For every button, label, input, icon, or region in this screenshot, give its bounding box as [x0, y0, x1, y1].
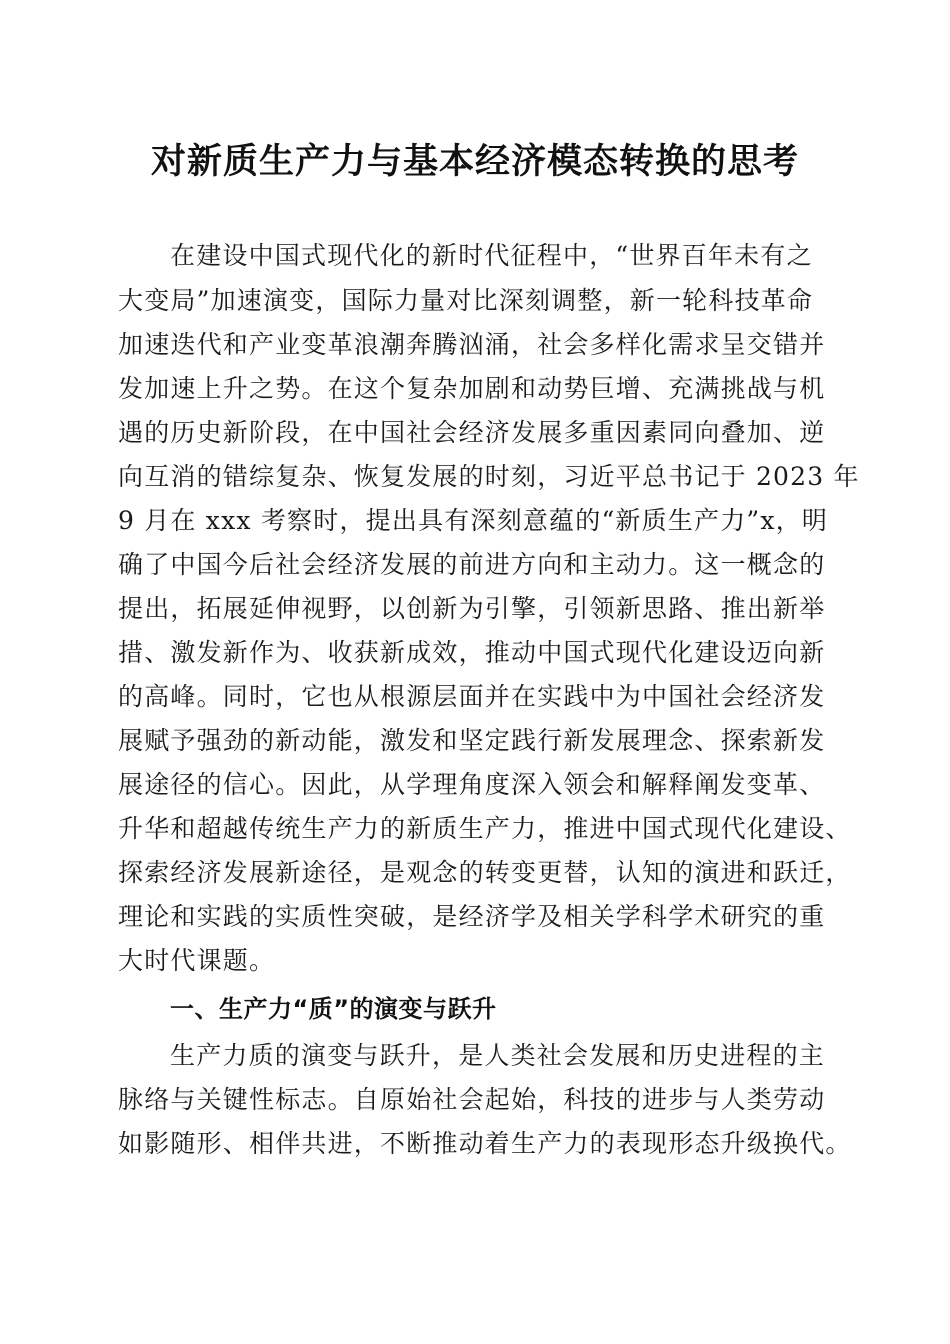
intro-line: 大时代课题。 — [118, 946, 276, 975]
intro-line: 探索经济发展新途径，是观念的转变更替，认知的演进和跃迁， — [118, 858, 852, 887]
intro-line: 9 月在 xxx 考察时，提出具有深刻意蕴的“新质生产力”x，明 — [118, 506, 829, 535]
intro-line: 措、激发新作为、收获新成效，推动中国式现代化建设迈向新 — [118, 638, 826, 667]
intro-line: 大变局”加速演变，国际力量对比深刻调整，新一轮科技革命 — [118, 286, 814, 315]
intro-line: 遇的历史新阶段，在中国社会经济发展多重因素同向叠加、逆 — [118, 418, 826, 447]
intro-line: 升华和超越传统生产力的新质生产力，推进中国式现代化建设、 — [118, 814, 852, 843]
section-line: 如影随形、相伴共进，不断推动着生产力的表现形态升级换代。 — [118, 1129, 852, 1158]
intro-line: 加速迭代和产业变革浪潮奔腾汹涌，社会多样化需求呈交错并 — [118, 330, 826, 359]
section-line: 生产力质的演变与跃升，是人类社会发展和历史进程的主 — [170, 1041, 826, 1070]
document-title: 对新质生产力与基本经济模态转换的思考 — [150, 141, 799, 182]
intro-line: 发加速上升之势。在这个复杂加剧和动势巨增、充满挑战与机 — [118, 374, 826, 403]
intro-line: 向互消的错综复杂、恢复发展的时刻，习近平总书记于 2023 年 — [118, 462, 860, 491]
intro-line: 在建设中国式现代化的新时代征程中，“世界百年未有之 — [170, 241, 813, 270]
intro-line: 展途径的信心。因此，从学理角度深入领会和解释阐发变革、 — [118, 770, 826, 799]
intro-line: 展赋予强劲的新动能，激发和坚定践行新发展理念、探索新发 — [118, 726, 826, 755]
section-heading: 一、生产力“质”的演变与跃升 — [170, 995, 497, 1023]
intro-line: 确了中国今后社会经济发展的前进方向和主动力。这一概念的 — [118, 550, 826, 579]
intro-line: 提出，拓展延伸视野，以创新为引擎，引领新思路、推出新举 — [118, 594, 826, 623]
intro-line: 理论和实践的实质性突破，是经济学及相关学科学术研究的重 — [118, 902, 826, 931]
intro-line: 的高峰。同时，它也从根源层面并在实践中为中国社会经济发 — [118, 682, 826, 711]
section-line: 脉络与关键性标志。自原始社会起始，科技的进步与人类劳动 — [118, 1085, 826, 1114]
